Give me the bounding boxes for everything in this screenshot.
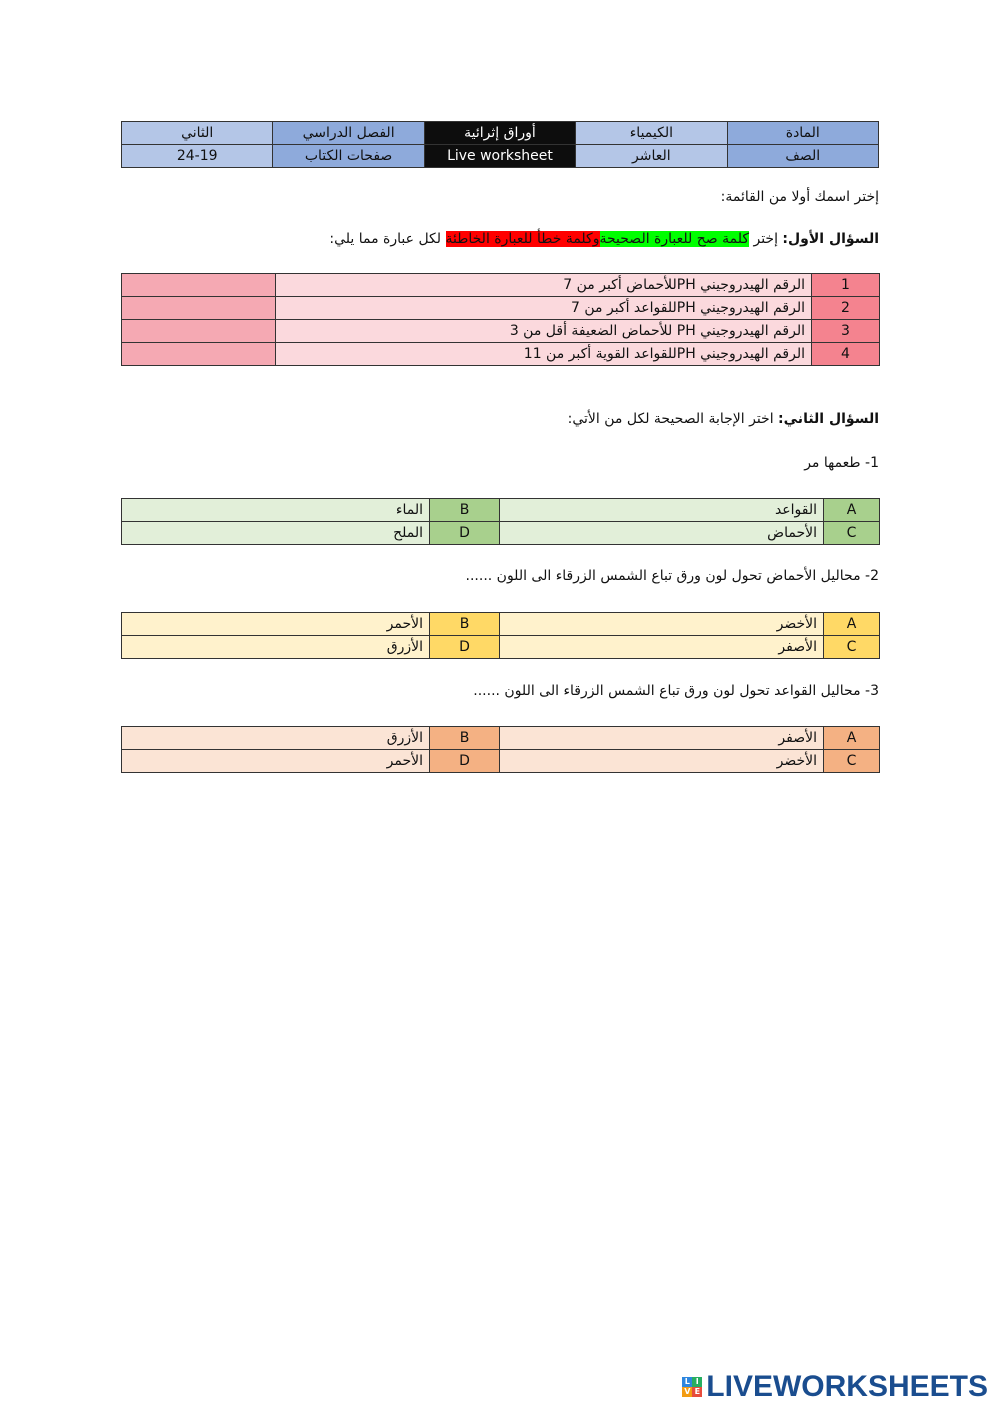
q1-heading <box>329 231 879 247</box>
option-a-letter[interactable]: A <box>824 613 880 636</box>
table-row <box>122 522 880 545</box>
option-a-letter[interactable]: A <box>824 499 880 522</box>
q2-item-3-question: 3- محاليل القواعد تحول لون ورق تباع الشمس الزرقاء الى اللون ...... <box>473 683 879 699</box>
header-cell-grade-label: الصف <box>727 145 878 168</box>
q2-text: اختر الإجابة الصحيحة لكل من الأتي: <box>567 411 774 427</box>
table-row <box>122 320 880 343</box>
option-b-text[interactable]: الأحمر <box>122 613 430 636</box>
q1-text-end: لكل عبارة مما يلي: <box>329 231 442 247</box>
statement-number-3: 3 <box>812 320 880 343</box>
option-c-letter[interactable]: C <box>824 636 880 659</box>
option-c-letter[interactable]: C <box>824 750 880 773</box>
name-instruction: إختر اسمك أولا من القائمة: <box>720 189 879 205</box>
option-b-letter[interactable]: B <box>430 613 500 636</box>
table-row <box>122 499 880 522</box>
statement-4: الرقم الهيدروجيني PHللقواعد القوية أكبر من 11 <box>276 343 812 366</box>
option-b-letter[interactable]: B <box>430 727 500 750</box>
q2-item-2-question: 2- محاليل الأحماض تحول لون ورق تباع الشمس الزرقاء الى اللون ...... <box>465 568 879 584</box>
statement-1: الرقم الهيدروجيني PHللأحماض أكبر من 7 <box>276 274 812 297</box>
header-cell-pages-label: صفحات الكتاب <box>273 145 424 168</box>
table-row <box>122 274 880 297</box>
liveworksheets-logo-text: LIVEWORKSHEETS <box>706 1370 988 1403</box>
table-row <box>122 750 880 773</box>
option-d-letter[interactable]: D <box>430 636 500 659</box>
header-cell-live-worksheet: Live worksheet <box>424 145 575 168</box>
table-row <box>122 297 880 320</box>
header-cell-subject-value: الكيمياء <box>576 122 727 145</box>
option-d-text[interactable]: الأحمر <box>122 750 430 773</box>
q2-item-1-options <box>121 498 880 545</box>
q1-table <box>121 273 880 366</box>
option-d-text[interactable]: الأزرق <box>122 636 430 659</box>
option-d-letter[interactable]: D <box>430 750 500 773</box>
statement-number-1: 1 <box>812 274 880 297</box>
option-a-text[interactable]: الأخضر <box>500 613 824 636</box>
liveworksheets-logo <box>682 1370 988 1404</box>
statement-2: الرقم الهيدروجيني PHللقواعد أكبر من 7 <box>276 297 812 320</box>
q2-item-3-options <box>121 726 880 773</box>
header-cell-term-label: الفصل الدراسي <box>273 122 424 145</box>
option-d-letter[interactable]: D <box>430 522 500 545</box>
header-cell-term-value: الثاني <box>122 122 273 145</box>
header-cell-grade-value: العاشر <box>576 145 727 168</box>
answer-dropdown-3[interactable] <box>122 320 276 343</box>
q1-green-highlight: كلمة صح للعبارة الصحيحة <box>599 231 750 247</box>
q2-item-1-question: 1- طعمها مر <box>804 455 879 471</box>
header-table <box>121 121 879 168</box>
header-cell-worksheet-type: أوراق إثرائية <box>424 122 575 145</box>
q2-heading <box>568 411 879 427</box>
option-c-text[interactable]: الأحماض <box>500 522 824 545</box>
table-row <box>122 613 880 636</box>
statement-number-4: 4 <box>812 343 880 366</box>
option-b-letter[interactable]: B <box>430 499 500 522</box>
option-b-text[interactable]: الماء <box>122 499 430 522</box>
table-row <box>122 636 880 659</box>
option-c-text[interactable]: الأصفر <box>500 636 824 659</box>
statement-3: الرقم الهيدروجيني PH للأحماض الضعيفة أقل من 3 <box>276 320 812 343</box>
q1-red-highlight: وكلمة خطأ للعبارة الخاطئة <box>445 231 600 247</box>
header-cell-pages-value: 24-19 <box>122 145 273 168</box>
table-row <box>122 343 880 366</box>
option-c-text[interactable]: الأخضر <box>500 750 824 773</box>
liveworksheets-logo-icon: L I V E <box>682 1377 702 1397</box>
table-row <box>122 727 880 750</box>
statement-number-2: 2 <box>812 297 880 320</box>
q1-title: السؤال الأول: <box>782 231 879 247</box>
header-cell-subject-label: المادة <box>727 122 878 145</box>
q1-text-start: إختر <box>753 231 778 247</box>
answer-dropdown-2[interactable] <box>122 297 276 320</box>
option-b-text[interactable]: الأزرق <box>122 727 430 750</box>
option-c-letter[interactable]: C <box>824 522 880 545</box>
option-a-text[interactable]: الأصفر <box>500 727 824 750</box>
option-a-text[interactable]: القواعد <box>500 499 824 522</box>
q2-title: السؤال الثاني: <box>778 411 879 427</box>
q2-item-2-options <box>121 612 880 659</box>
answer-dropdown-1[interactable] <box>122 274 276 297</box>
option-a-letter[interactable]: A <box>824 727 880 750</box>
answer-dropdown-4[interactable] <box>122 343 276 366</box>
option-d-text[interactable]: الملح <box>122 522 430 545</box>
